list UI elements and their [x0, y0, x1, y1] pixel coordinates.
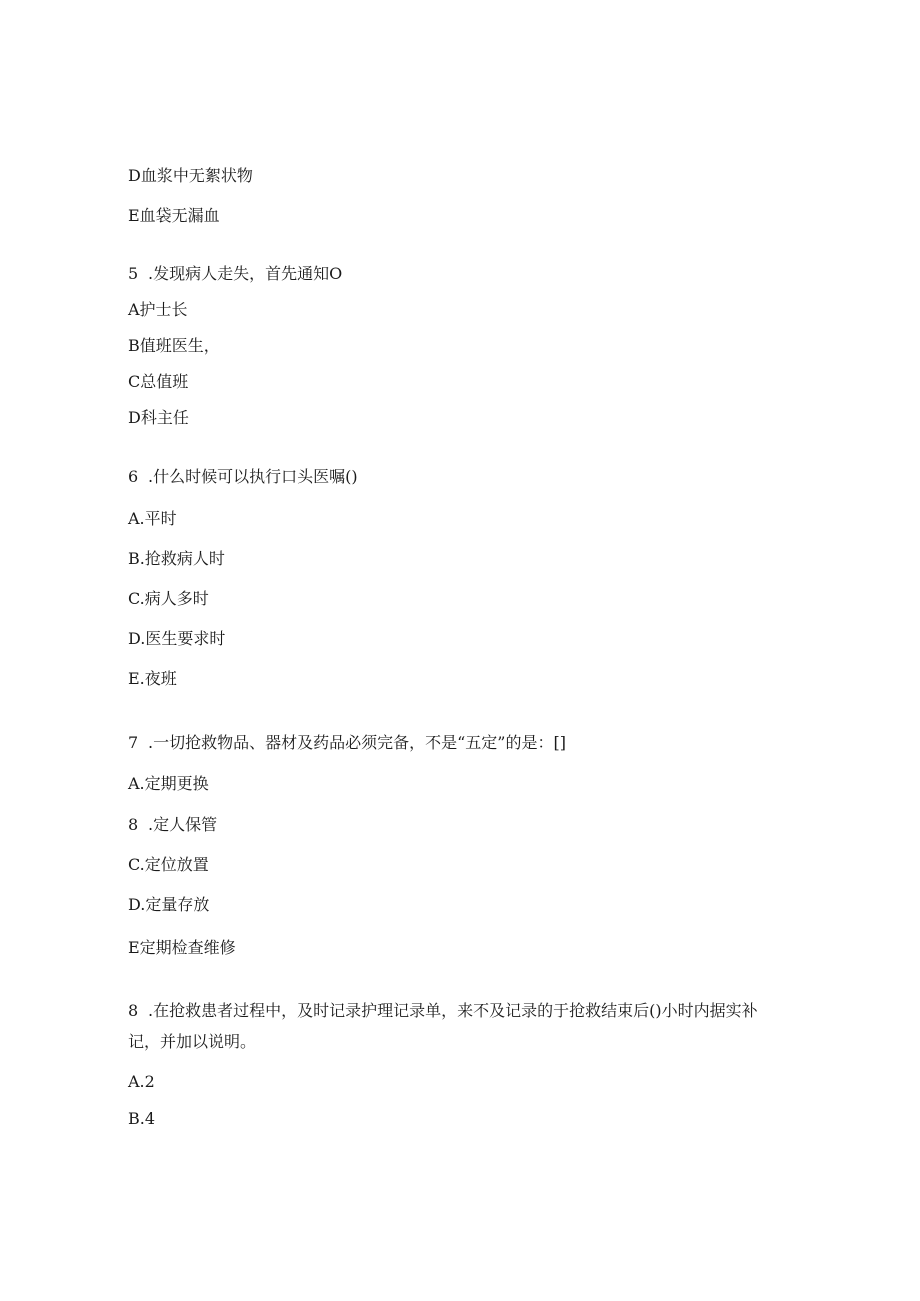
option-e-q7: E定期检查维修	[128, 938, 236, 957]
option-a-q5: A护士长	[128, 300, 188, 319]
question-text: .一切抢救物品、器材及药品必须完备，不是“五定”的是：[]	[148, 733, 566, 752]
question-number: 5	[128, 264, 139, 283]
option-a-q7: A.定期更换	[128, 774, 209, 793]
option-c-q5: C总值班	[128, 372, 189, 391]
question-7	[128, 733, 566, 753]
option-d-q6: D.医生要求时	[128, 629, 226, 648]
option-c-q7: C.定位放置	[128, 855, 209, 874]
option-b-q5: B值班医生，	[128, 336, 220, 355]
option-text: .定人保管	[148, 815, 218, 834]
option-d-q5: D科主任	[128, 408, 189, 427]
option-b-q6: B.抢救病人时	[128, 549, 225, 568]
question-number: 6	[128, 467, 139, 486]
option-a-q8: A.2	[128, 1072, 155, 1091]
option-number: 8	[128, 815, 139, 834]
question-8	[128, 995, 768, 1057]
question-text: .什么时候可以执行口头医嘱()	[148, 467, 358, 486]
option-b-q7	[128, 815, 217, 835]
question-number: 8	[128, 1001, 139, 1020]
option-d-q4: D血浆中无絮状物	[128, 166, 253, 185]
question-6	[128, 467, 358, 487]
question-text: .在抢救患者过程中，及时记录护理记录单，来不及记录的于抢救结束后()小时内据实补记，并加以说明。	[128, 1001, 758, 1051]
question-number: 7	[128, 733, 139, 752]
option-a-q6: A.平时	[128, 509, 177, 528]
option-c-q6: C.病人多时	[128, 589, 209, 608]
question-text: .发现病人走失，首先通知O	[148, 264, 343, 283]
question-5	[128, 264, 342, 284]
option-e-q4: E血袋无漏血	[128, 206, 220, 225]
option-e-q6: E.夜班	[128, 669, 177, 688]
option-b-q8: B.4	[128, 1109, 156, 1128]
option-d-q7: D.定量存放	[128, 895, 210, 914]
